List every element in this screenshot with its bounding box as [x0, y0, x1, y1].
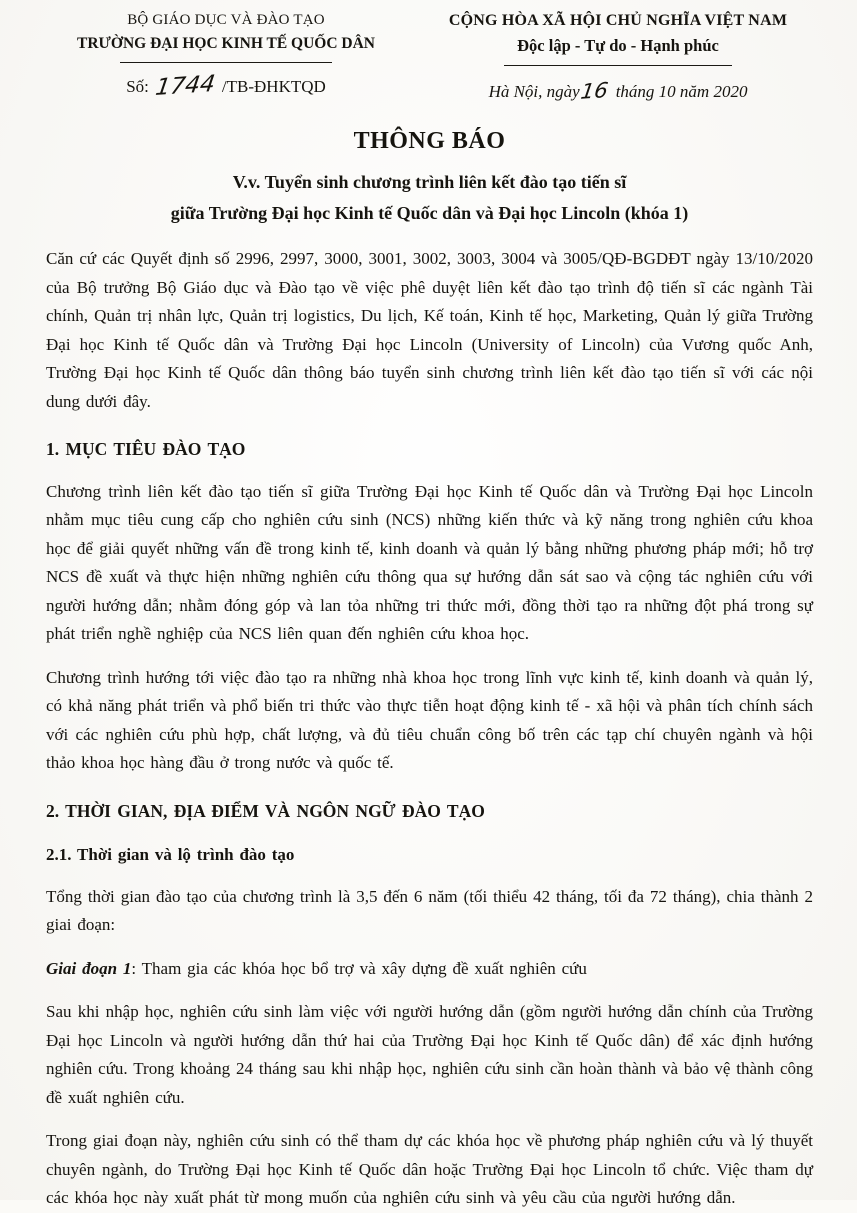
document-number-line — [46, 70, 406, 102]
stage-1-line — [46, 955, 813, 984]
national-motto-block — [423, 12, 813, 102]
paragraph-objective-2: Chương trình hướng tới việc đào tạo ra những nhà khoa học trong lĩnh vực kinh tế, kinh doanh và quản lý, có khả năng phát triển và phổ biến tri thức vào thực tiễn hoạt động kinh tế - xã hội và phân tích chính sách với các nghiên cứu phù hợp, chất lượng, và đủ tiêu chuẩn công bố trên các tạp chí chuyên ngành và hội thảo khoa học hàng đầu ở trong nước và quốc tế. — [46, 667, 813, 772]
left-header-rule — [120, 62, 332, 63]
right-header-rule — [504, 65, 732, 66]
paragraph-stage1-detail-1: Sau khi nhập học, nghiên cứu sinh làm việc với người hướng dẫn (gồm người hướng dẫn chính của Trường Đại học Lincoln và người hướng dẫn thứ hai của Trường Đại học Kinh tế Quốc dân) để xác định hướng nghiên cứu. Trong khoảng 24 tháng sau khi nhập học, nghiên cứu sinh cần hoàn thành và bảo vệ thành công đề xuất nghiên cứu. — [46, 1002, 813, 1107]
section-1-heading: 1. MỤC TIÊU ĐÀO TẠO — [46, 439, 246, 459]
place-date-line — [423, 78, 813, 104]
university-name: TRƯỜNG ĐẠI HỌC KINH TẾ QUỐC DÂN — [77, 35, 375, 52]
paragraph-duration: Tổng thời gian đào tạo của chương trình là 3,5 đến 6 năm (tối thiểu 42 tháng, tối đa 72 tháng), chia thành 2 giai đoạn: — [46, 886, 813, 934]
paragraph-objective-1: Chương trình liên kết đào tạo tiến sĩ giữa Trường Đại học Kinh tế Quốc dân và Trường Đại học Lincoln nhằm mục tiêu cung cấp cho nghiên cứu sinh (NCS) những kiến thức và kỹ năng trong nghiên cứu khoa học để giải quyết những vấn đề trong kinh tế, kinh doanh và quản lý bằng những phương pháp mới; hỗ trợ NCS đề xuất và thực hiện những nghiên cứu thông qua sự hướng dẫn sát sao và cộng tác nghiên cứu với người hướng dẫn; nhằm đóng góp và lan tỏa những tri thức mới, đồng thời tạo ra những đột phá trong sự phát triển nghề nghiệp của NCS liên quan đến nghiên cứu khoa học. — [46, 481, 813, 643]
subtitle-line-2: giữa Trường Đại học Kinh tế Quốc dân và Đại học Lincoln (khóa 1) — [170, 203, 689, 223]
date-suffix: tháng 10 năm 2020 — [615, 82, 748, 101]
national-motto: Độc lập - Tự do - Hạnh phúc — [517, 36, 719, 55]
paragraph-stage1-detail-2: Trong giai đoạn này, nghiên cứu sinh có thể tham dự các khóa học về phương pháp nghiên cứu và lý thuyết chuyên ngành, do Trường Đại học Kinh tế Quốc dân hoặc Trường Đại học Lincoln tổ chức. Việc tham dự các khóa học này xuất phát từ mong muốn của nghiên cứu sinh và yêu cầu của người hướng dẫn. — [46, 1131, 813, 1207]
document-subtitle — [46, 167, 813, 229]
stage-1-text: : Tham gia các khóa học bổ trợ và xây dựng đề xuất nghiên cứu — [131, 958, 587, 978]
document-number-label: Số: — [126, 77, 149, 96]
stage-1-label: Giai đoạn 1 — [46, 958, 132, 978]
document-title: THÔNG BÁO — [353, 128, 506, 154]
document-body — [46, 245, 813, 1213]
section-2-1-heading: 2.1. Thời gian và lộ trình đào tạo — [46, 845, 295, 864]
ministry-name: BỘ GIÁO DỤC VÀ ĐÀO TẠO — [127, 12, 325, 28]
issuing-authority-block — [46, 12, 406, 102]
document-header — [46, 12, 813, 102]
paragraph-legal-basis: Căn cứ các Quyết định số 2996, 2997, 3000, 3001, 3002, 3003, 3004 và 3005/QĐ-BGDĐT ngày 13/10/2020 của Bộ trưởng Bộ Giáo dục và Đào tạo về việc phê duyệt liên kết đào tạo trình độ tiến sĩ các ngành Tài chính, Quản trị nhân lực, Quản trị logistics, Du lịch, Kế toán, Kinh tế học, Marketing, Quản lý giữa Trường Đại học Kinh tế Quốc dân và Trường Đại học Lincoln (University of Lincoln) của Vương quốc Anh, Trường Đại học Kinh tế Quốc dân thông báo tuyển sinh chương trình liên kết đào tạo tiến sĩ với các nội dung dưới đây. — [46, 249, 813, 411]
subtitle-line-1: V.v. Tuyển sinh chương trình liên kết đào tạo tiến sĩ — [232, 172, 627, 192]
document-number-suffix: /TB-ĐHKTQD — [221, 77, 326, 96]
title-block — [46, 128, 813, 229]
country-name: CỘNG HÒA XÃ HỘI CHỦ NGHĨA VIỆT NAM — [448, 12, 788, 29]
date-day-handwritten: 16 — [578, 78, 610, 104]
section-2-heading: 2. THỜI GIAN, ĐỊA ĐIỂM VÀ NGÔN NGỮ ĐÀO TẠO — [46, 800, 485, 821]
date-prefix: Hà Nội, ngày — [488, 82, 580, 101]
document-number-handwritten: 1744 — [153, 70, 217, 102]
